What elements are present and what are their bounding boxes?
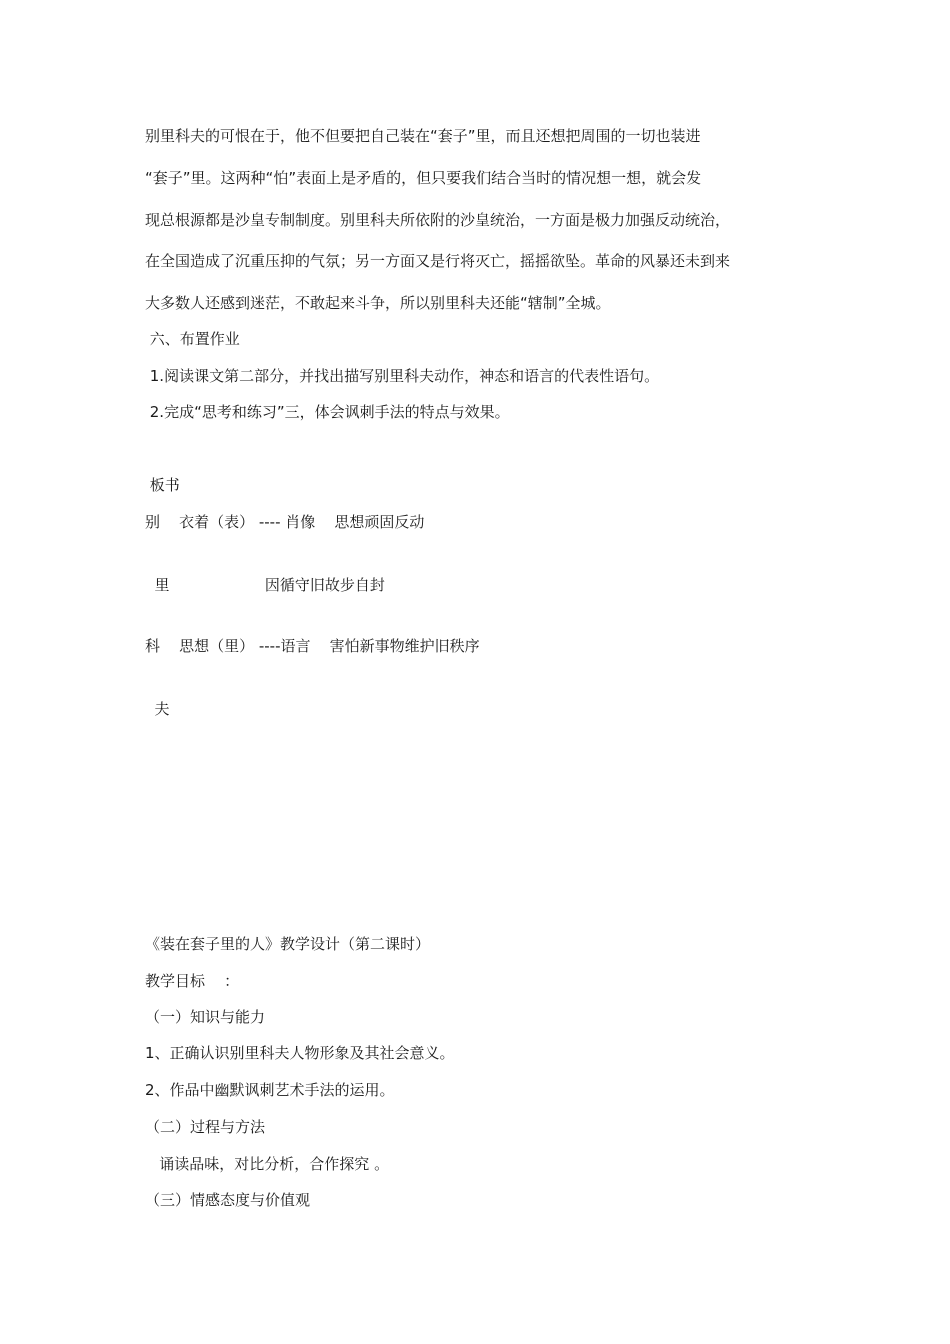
- section-heading: （二）过程与方法: [145, 1118, 266, 1136]
- board-row: 里 因循守旧故步自封: [145, 576, 385, 594]
- board-row: 别 衣着（表） ---- 肖像 思想顽固反动: [145, 513, 425, 531]
- paragraph-line: 别里科夫的可恨在于，他不但要把自己装在“套子”里，而且还想把周围的一切也装进: [145, 127, 701, 145]
- board-row: 科 思想（里） ----语言 害怕新事物维护旧秩序: [145, 637, 480, 655]
- paragraph-line: 现总根源都是沙皇专制制度。别里科夫所依附的沙皇统治，一方面是极力加强反动统治，: [145, 211, 731, 229]
- paragraph-line: “套子”里。这两种“怕”表面上是矛盾的，但只要我们结合当时的情况想一想，就会发: [145, 169, 702, 187]
- board-heading: 板书: [145, 476, 180, 494]
- homework-item: 2.完成“思考和练习”三，体会讽刺手法的特点与效果。: [145, 403, 510, 421]
- board-row: 夫: [145, 700, 170, 718]
- section-heading: （一）知识与能力: [145, 1008, 266, 1026]
- homework-item: 1.阅读课文第二部分，并找出描写别里科夫动作，神态和语言的代表性语句。: [145, 367, 660, 385]
- goal-point: 1、正确认识别里科夫人物形象及其社会意义。: [145, 1044, 455, 1062]
- goal-point: 2、作品中幽默讽刺艺术手法的运用。: [145, 1081, 395, 1099]
- paragraph-line: 在全国造成了沉重压抑的气氛；另一方面又是行将灭亡，摇摇欲坠。革命的风暴还未到来: [145, 252, 731, 270]
- method-text: 诵读品味，对比分析，合作探究 。: [145, 1155, 390, 1173]
- design-title: 《装在套子里的人》教学设计（第二课时）: [145, 935, 431, 953]
- goals-label: 教学目标 ：: [145, 972, 240, 990]
- paragraph-line: 大多数人还感到迷茫，不敢起来斗争，所以别里科夫还能“辖制”全城。: [145, 294, 611, 312]
- section-heading: （三）情感态度与价值观: [145, 1191, 311, 1209]
- homework-heading: 六、布置作业: [145, 330, 240, 348]
